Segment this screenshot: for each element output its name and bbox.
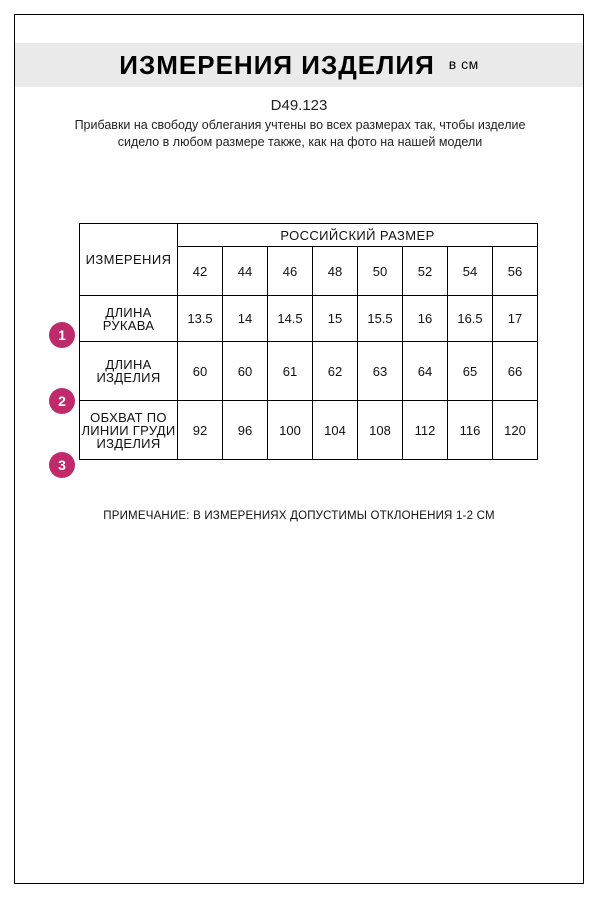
cell-sleeve-46: 14.5 bbox=[268, 296, 313, 342]
fit-note: Прибавки на свободу облегания учтены во всех размерах так, чтобы изделие сидело в любом размере также, как на фото на нашей модели bbox=[74, 118, 526, 149]
row-label-sleeve-length: ДЛИНА РУКАВА bbox=[80, 296, 178, 342]
size-header-44: 44 bbox=[223, 247, 268, 296]
size-table bbox=[79, 223, 538, 460]
size-header-46: 46 bbox=[268, 247, 313, 296]
article-code: D49.123 bbox=[270, 97, 328, 114]
size-header-56: 56 bbox=[493, 247, 538, 296]
cell-chest-46: 100 bbox=[268, 401, 313, 460]
cell-chest-44: 96 bbox=[223, 401, 268, 460]
cell-length-50: 63 bbox=[358, 342, 403, 401]
cell-length-56: 66 bbox=[493, 342, 538, 401]
table-row bbox=[80, 342, 538, 401]
tolerance-note: ПРИМЕЧАНИЕ: В ИЗМЕРЕНИЯХ ДОПУСТИМЫ ОТКЛОНЕНИЯ 1-2 СМ bbox=[103, 510, 495, 522]
cell-length-52: 64 bbox=[403, 342, 448, 401]
cell-chest-48: 104 bbox=[313, 401, 358, 460]
cell-chest-52: 112 bbox=[403, 401, 448, 460]
page-title: ИЗМЕРЕНИЯ ИЗДЕЛИЯ bbox=[119, 49, 435, 80]
size-group-header: РОССИЙСКИЙ РАЗМЕР bbox=[178, 224, 538, 247]
cell-chest-50: 108 bbox=[358, 401, 403, 460]
cell-length-48: 62 bbox=[313, 342, 358, 401]
cell-length-46: 61 bbox=[268, 342, 313, 401]
size-header-42: 42 bbox=[178, 247, 223, 296]
cell-sleeve-54: 16.5 bbox=[448, 296, 493, 342]
size-header-52: 52 bbox=[403, 247, 448, 296]
table-row bbox=[80, 401, 538, 460]
badge-2: 2 bbox=[49, 388, 75, 414]
table-row bbox=[80, 296, 538, 342]
cell-sleeve-42: 13.5 bbox=[178, 296, 223, 342]
cell-sleeve-48: 15 bbox=[313, 296, 358, 342]
measurements-column-header: ИЗМЕРЕНИЯ bbox=[80, 224, 178, 296]
cell-length-54: 65 bbox=[448, 342, 493, 401]
badge-3: 3 bbox=[49, 452, 75, 478]
cell-length-44: 60 bbox=[223, 342, 268, 401]
unit-label: в см bbox=[448, 56, 479, 72]
size-header-54: 54 bbox=[448, 247, 493, 296]
size-header-48: 48 bbox=[313, 247, 358, 296]
cell-sleeve-52: 16 bbox=[403, 296, 448, 342]
table-group-header-row bbox=[80, 224, 538, 247]
header bbox=[15, 43, 583, 87]
cell-chest-54: 116 bbox=[448, 401, 493, 460]
cell-sleeve-44: 14 bbox=[223, 296, 268, 342]
cell-sleeve-50: 15.5 bbox=[358, 296, 403, 342]
measurement-sheet bbox=[14, 14, 584, 884]
badge-1: 1 bbox=[49, 322, 75, 348]
cell-chest-42: 92 bbox=[178, 401, 223, 460]
cell-length-42: 60 bbox=[178, 342, 223, 401]
size-header-50: 50 bbox=[358, 247, 403, 296]
cell-sleeve-56: 17 bbox=[493, 296, 538, 342]
row-label-chest-girth: ОБХВАТ ПО ЛИНИИ ГРУДИ ИЗДЕЛИЯ bbox=[80, 401, 178, 460]
cell-chest-56: 120 bbox=[493, 401, 538, 460]
row-label-garment-length: ДЛИНА ИЗДЕЛИЯ bbox=[80, 342, 178, 401]
